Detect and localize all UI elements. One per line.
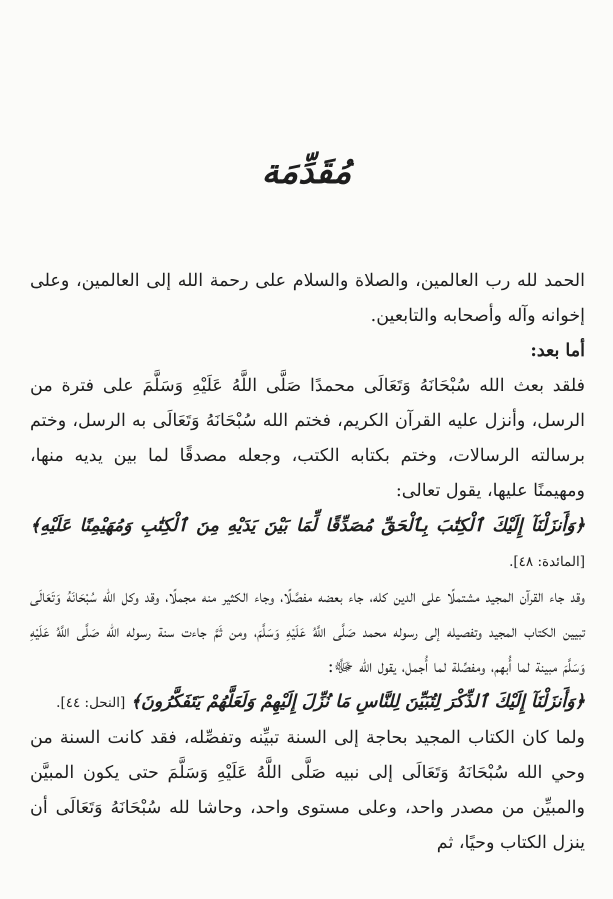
page-title: مُقَدِّمَة: [261, 152, 352, 192]
verse-reference: [النحل: ٤٤].: [56, 695, 126, 711]
body-text: [30, 264, 585, 861]
paragraph-sunnah-revelation: ولما كان الكتاب المجيد بحاجة إلى السنة تبيِّنه وتفصِّله، فقد كانت السنة من وحي الله سُبْحَانَهُ وَتَعَالَى إلى نبيه صَلَّى اللَّهُ عَلَيْهِ وَسَلَّمَ حتى يكون المبيَّن والمبيِّن من مصدر واحد، وعلى مستوى واحد، وحاشا لله سُبْحَانَهُ وَتَعَالَى أن ينزل الكتاب وحيًا، ثم: [30, 728, 585, 853]
opening-paragraph: الحمد لله رب العالمين، والصلاة والسلام على رحمة الله إلى العالمين، وعلى إخوانه وآله وأصحابه والتابعين.: [30, 271, 585, 326]
verse-text: ﴿وَأَنزَلْنَآ إِلَيْكَ ٱلْكِتَٰبَ بِٱلْحَقِّ مُصَدِّقًا لِّمَا بَيْنَ يَدَيْهِ مِنَ ٱلْكِتَٰبِ وَمُهَيْمِنًا عَلَيْهِ﴾: [30, 516, 585, 536]
paragraph-prophet-mission: فلقد بعث الله سُبْحَانَهُ وَتَعَالَى محمدًا صَلَّى اللَّهُ عَلَيْهِ وَسَلَّمَ على فترة من الرسل، وأنزل عليه القرآن الكريم، فختم الله سُبْحَانَهُ وَتَعَالَى به الرسل، وختم برسالته الرسالات، وختم بكتابه الكتب، وجعله مصدقًا لما بين يديه منها، ومهيمنًا عليها، يقول تعالى:: [30, 376, 585, 501]
verse-reference: [المائدة: ٤٨].: [509, 554, 585, 570]
amma-bad-heading: أما بعد:: [530, 341, 585, 361]
quran-verse-maidah: [30, 509, 585, 580]
paragraph-sunnah-explanation: وقد جاء القرآن المجيد مشتملًا على الدين كله، جاء بعضه مفصَّلًا، وجاء الكثير منه مجملًا، وقد وكل الله سُبْحَانَهُ وَتَعَالَى تبيين الكتاب المجيد وتفصيله إلى رسوله محمد صَلَّى اللَّهُ عَلَيْهِ وَسَلَّمَ، ومن ثَمَّ جاءت سنة رسوله الله صَلَّى اللَّهُ عَلَيْهِ وَسَلَّمَ مبينة لما أُبهم، ومفصِّلة لما أُجمل، يقول الله ﷻ:: [30, 587, 585, 677]
verse-text: ﴿وَأَنزَلْنَآ إِلَيْكَ ٱلذِّكْرَ لِتُبَيِّنَ لِلنَّاسِ مَا نُزِّلَ إِلَيْهِمْ وَلَعَلَّهُمْ يَتَفَكَّرُونَ﴾: [130, 692, 585, 712]
quran-verse-nahl: [30, 685, 585, 721]
